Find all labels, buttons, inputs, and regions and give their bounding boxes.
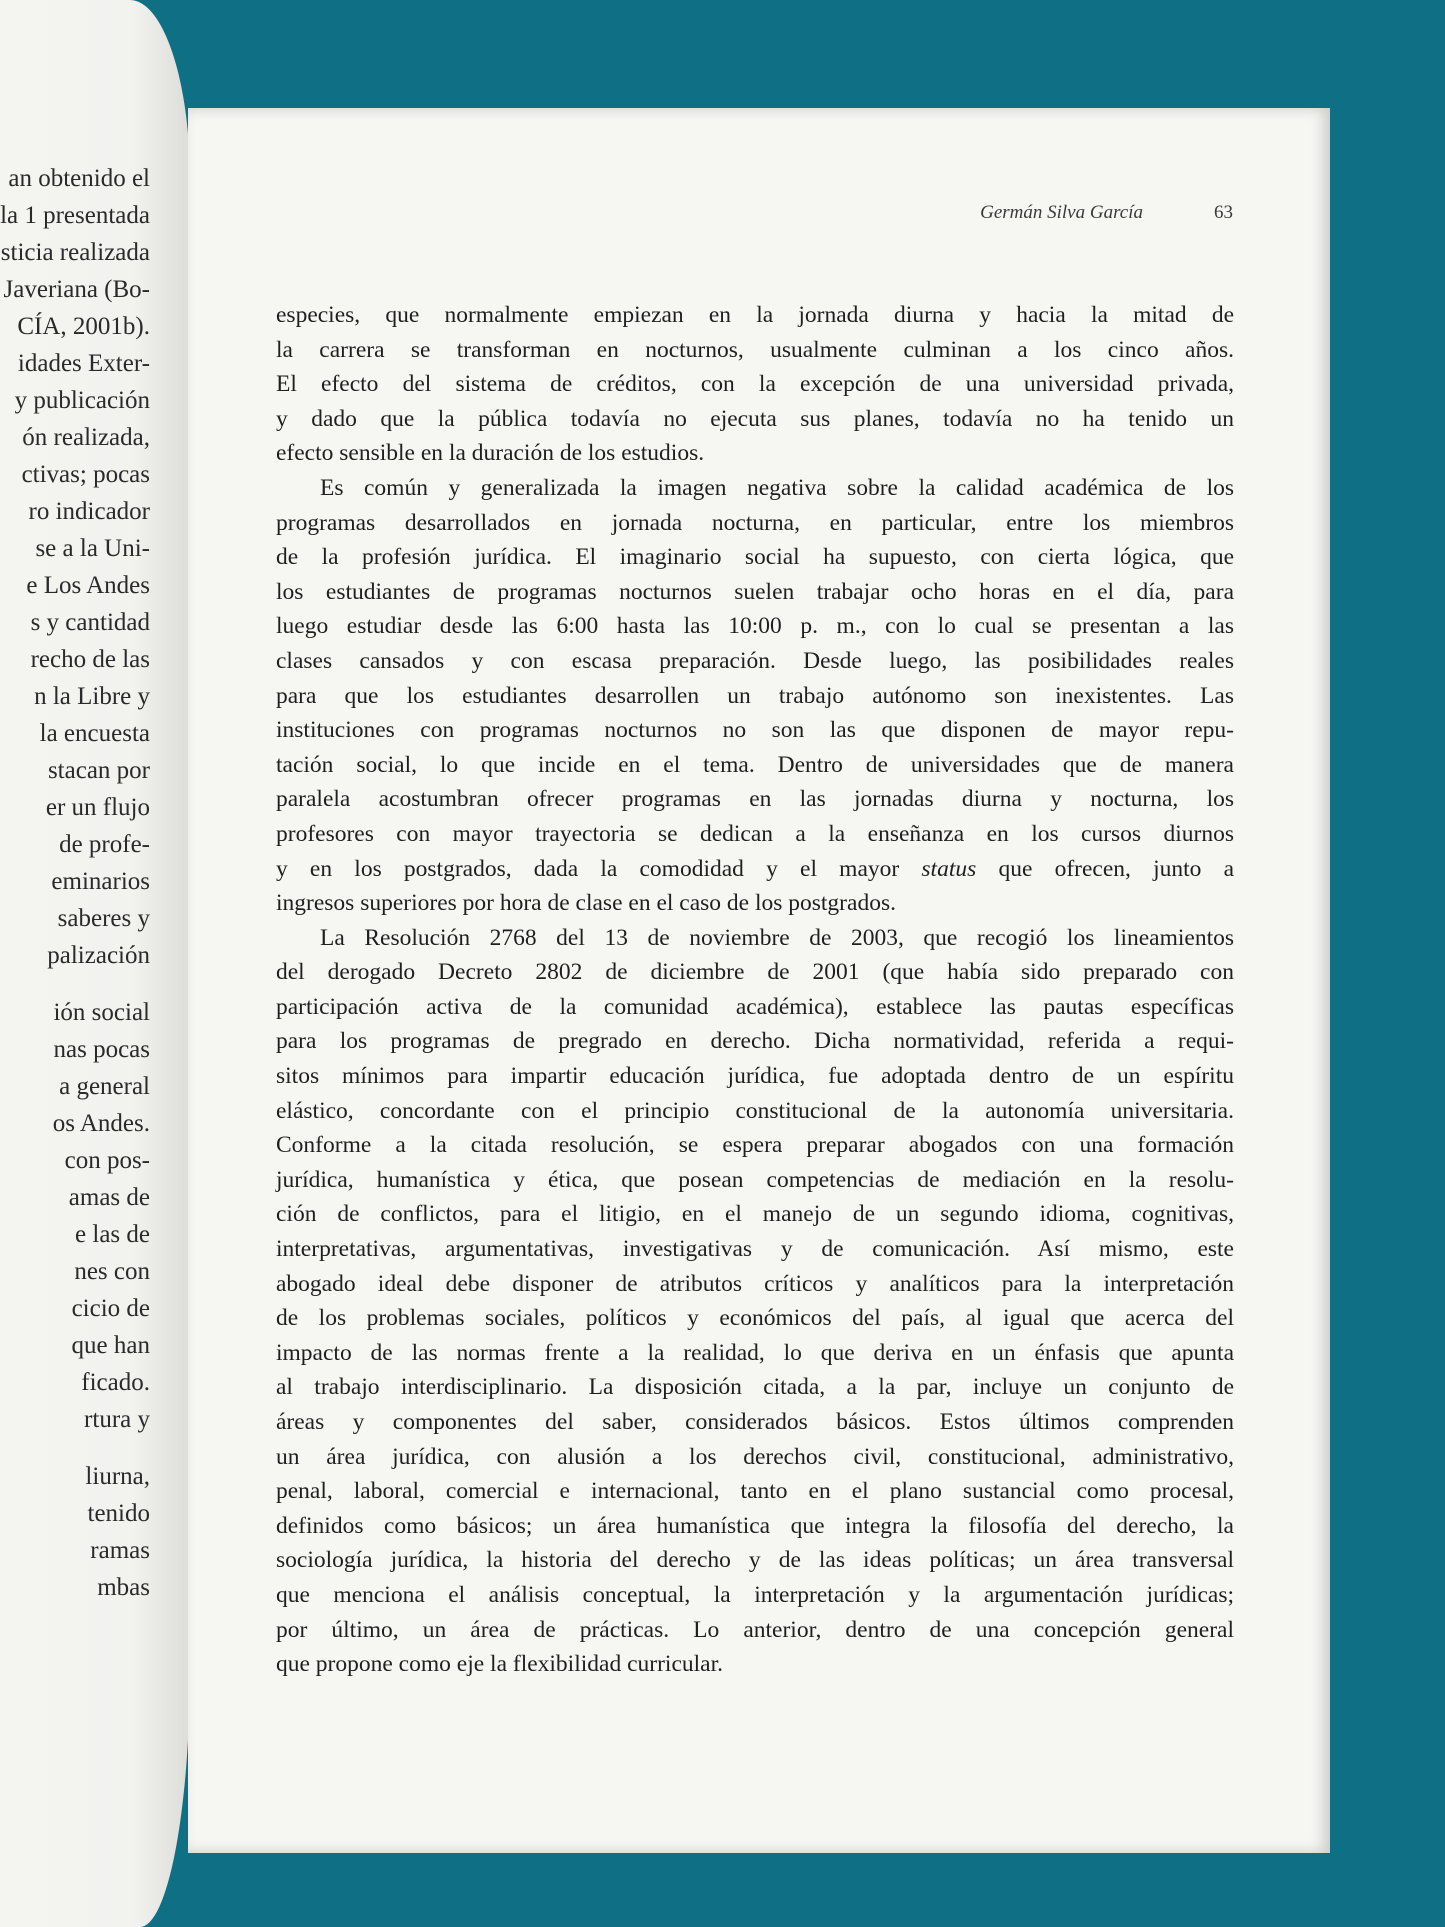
left-page-line: Javeriana (Bo- (3, 276, 150, 303)
left-page-line: ramas (90, 1537, 150, 1564)
left-page-line: saberes y (57, 905, 150, 932)
left-page-line: ficado. (81, 1369, 150, 1396)
left-page-line: an obtenido el (8, 165, 150, 192)
paragraph-line: luego estudiar desde las 6:00 hasta las 10:00 p. m., con lo cual se presentan a las (276, 613, 1234, 640)
paragraph-line: La Resolución 2768 del 13 de noviembre de 2003, que recogió los lineamientos (320, 924, 1234, 951)
left-page-line: tenido (87, 1500, 150, 1527)
body-text (276, 298, 1234, 1682)
left-page-line: nas pocas (53, 1036, 150, 1063)
paragraph-line: la carrera se transforman en nocturnos, usualmente culminan a los cinco años. (276, 336, 1234, 363)
paragraph-line: penal, laboral, comercial e internacional, tanto en el plano sustancial como procesal, (276, 1478, 1234, 1505)
left-page-line: que han (71, 1332, 150, 1359)
left-page-line: idades Exter- (17, 350, 150, 377)
left-page-line: amas de (68, 1184, 150, 1211)
left-page-line: ón realizada, (22, 424, 150, 451)
left-page-line: os Andes. (52, 1110, 150, 1137)
paragraph-line: al trabajo interdisciplinario. La disposición citada, a la par, incluye un conjunto de (276, 1374, 1234, 1401)
paragraph-line: para los programas de pregrado en derecho. Dicha normatividad, referida a requi- (276, 1028, 1234, 1055)
paragraph-line: del derogado Decreto 2802 de diciembre de 2001 (que había sido preparado con (276, 959, 1234, 986)
paragraph-2 (276, 471, 1234, 921)
paragraph-line: profesores con mayor trayectoria se dedican a la enseñanza en los cursos diurnos (276, 820, 1234, 847)
paragraph-line: ingresos superiores por hora de clase en el caso de los postgrados. (276, 890, 896, 917)
paragraph-line: elástico, concordante con el principio constitucional de la autonomía universitaria. (276, 1097, 1234, 1124)
left-page (0, 0, 190, 1927)
paragraph-line: impacto de las normas frente a la realidad, lo que deriva en un énfasis que apunta (276, 1339, 1234, 1366)
paragraph-line: tación social, lo que incide en el tema. Dentro de universidades que de manera (276, 751, 1234, 778)
left-page-line: y publicación (14, 387, 150, 414)
paragraph-1 (276, 298, 1234, 471)
paragraph-line: sitos mínimos para impartir educación jurídica, fue adoptada dentro de un espíritu (276, 1063, 1234, 1090)
paragraph-3 (276, 921, 1234, 1682)
status-italic: status (921, 855, 977, 882)
left-page-line: stacan por (47, 757, 150, 784)
paragraph-line: abogado ideal debe disponer de atributos críticos y analíticos para la interpretación (276, 1270, 1234, 1297)
left-page-line: la encuesta (39, 720, 150, 747)
right-page (188, 108, 1330, 1853)
paragraph-line: efecto sensible en la duración de los estudios. (276, 440, 705, 467)
paragraph-line: El efecto del sistema de créditos, con la excepción de una universidad privada, (276, 371, 1234, 398)
left-page-line: ctivas; pocas (21, 461, 150, 488)
paragraph-line: especies, que normalmente empiezan en la jornada diurna y hacia la mitad de (276, 302, 1234, 328)
left-page-line: la 1 presentada (0, 202, 150, 229)
paragraph-line: participación activa de la comunidad académica), establece las pautas específicas (276, 993, 1234, 1020)
left-page-line: ión social (53, 999, 150, 1026)
paragraph-line: por último, un área de prácticas. Lo anterior, dentro de una concepción general (276, 1616, 1234, 1643)
left-page-line: sticia realizada (0, 239, 150, 266)
left-page-text (0, 160, 190, 1606)
left-page-line: recho de las (30, 646, 150, 673)
left-page-line: cicio de (71, 1295, 150, 1322)
left-page-line: er un flujo (45, 794, 150, 821)
paragraph-line: que propone como eje la flexibilidad curricular. (276, 1651, 723, 1678)
paragraph-line: áreas y componentes del saber, considerados básicos. Estos últimos comprenden (276, 1409, 1234, 1435)
running-head (188, 202, 1233, 232)
paragraph-line: un área jurídica, con alusión a los derechos civil, constitucional, administrativo, (276, 1443, 1234, 1470)
paragraph-line: jurídica, humanística y ética, que posean competencias de mediación en la resolu- (276, 1166, 1234, 1193)
left-page-line: eminarios (51, 868, 150, 895)
paragraph-line: definidos como básicos; un área humanística que integra la filosofía del derecho, la (276, 1512, 1234, 1539)
left-page-line: e las de (75, 1221, 150, 1248)
left-page-line: e Los Andes (26, 572, 150, 599)
paragraph-line: para que los estudiantes desarrollen un trabajo autónomo son inexistentes. Las (276, 682, 1234, 709)
left-page-line: n la Libre y (34, 683, 150, 710)
left-page-line: liurna, (85, 1463, 150, 1490)
paragraph-line: instituciones con programas nocturnos no son las que disponen de mayor repu- (276, 717, 1234, 744)
left-page-line: a general (59, 1073, 150, 1100)
paragraph-line: Conforme a la citada resolución, se espera preparar abogados con una formación (276, 1132, 1234, 1159)
paragraph-line: de los problemas sociales, políticos y económicos del país, al igual que acerca del (276, 1305, 1234, 1332)
page-number: 63 (1214, 202, 1233, 223)
paragraph-line: que menciona el análisis conceptual, la interpretación y la argumentación jurídicas; (276, 1581, 1234, 1608)
left-page-line: se a la Uni- (35, 535, 150, 562)
left-page-line: CÍA, 2001b). (17, 313, 150, 340)
paragraph-line: Es común y generalizada la imagen negativa sobre la calidad académica de los (320, 474, 1234, 501)
paragraph-line: sociología jurídica, la historia del derecho y de las ideas políticas; un área transversal (276, 1547, 1234, 1574)
paragraph-line: clases cansados y con escasa preparación. Desde luego, las posibilidades reales (276, 647, 1234, 674)
paragraph-line: ción de conflictos, para el litigio, en el manejo de un segundo idioma, cognitivas, (276, 1201, 1234, 1228)
paragraph-line: de la profesión jurídica. El imaginario social ha supuesto, con cierta lógica, que (276, 544, 1234, 571)
left-page-line: rtura y (84, 1406, 150, 1433)
running-head-author: Germán Silva García (980, 202, 1143, 223)
paragraph-line: programas desarrollados en jornada nocturna, en particular, entre los miembros (276, 509, 1234, 536)
paragraph-line: y en los postgrados, dada la comodidad y el mayor status que ofrecen, junto a (276, 855, 1234, 882)
paragraph-line: los estudiantes de programas nocturnos suelen trabajar ocho horas en el día, para (276, 578, 1234, 605)
left-page-line: mbas (97, 1574, 150, 1601)
left-page-line: s y cantidad (30, 609, 150, 636)
left-page-line: nes con (74, 1258, 150, 1285)
left-page-line: ro indicador (28, 498, 150, 525)
left-page-line: con pos- (64, 1147, 150, 1174)
left-page-line: de profe- (59, 831, 150, 858)
paragraph-line: y dado que la pública todavía no ejecuta sus planes, todavía no ha tenido un (276, 405, 1234, 432)
paragraph-line: interpretativas, argumentativas, investigativas y de comunicación. Así mismo, este (276, 1236, 1234, 1263)
paragraph-line: paralela acostumbran ofrecer programas en las jornadas diurna y nocturna, los (276, 786, 1234, 813)
left-page-line: palización (47, 942, 150, 969)
